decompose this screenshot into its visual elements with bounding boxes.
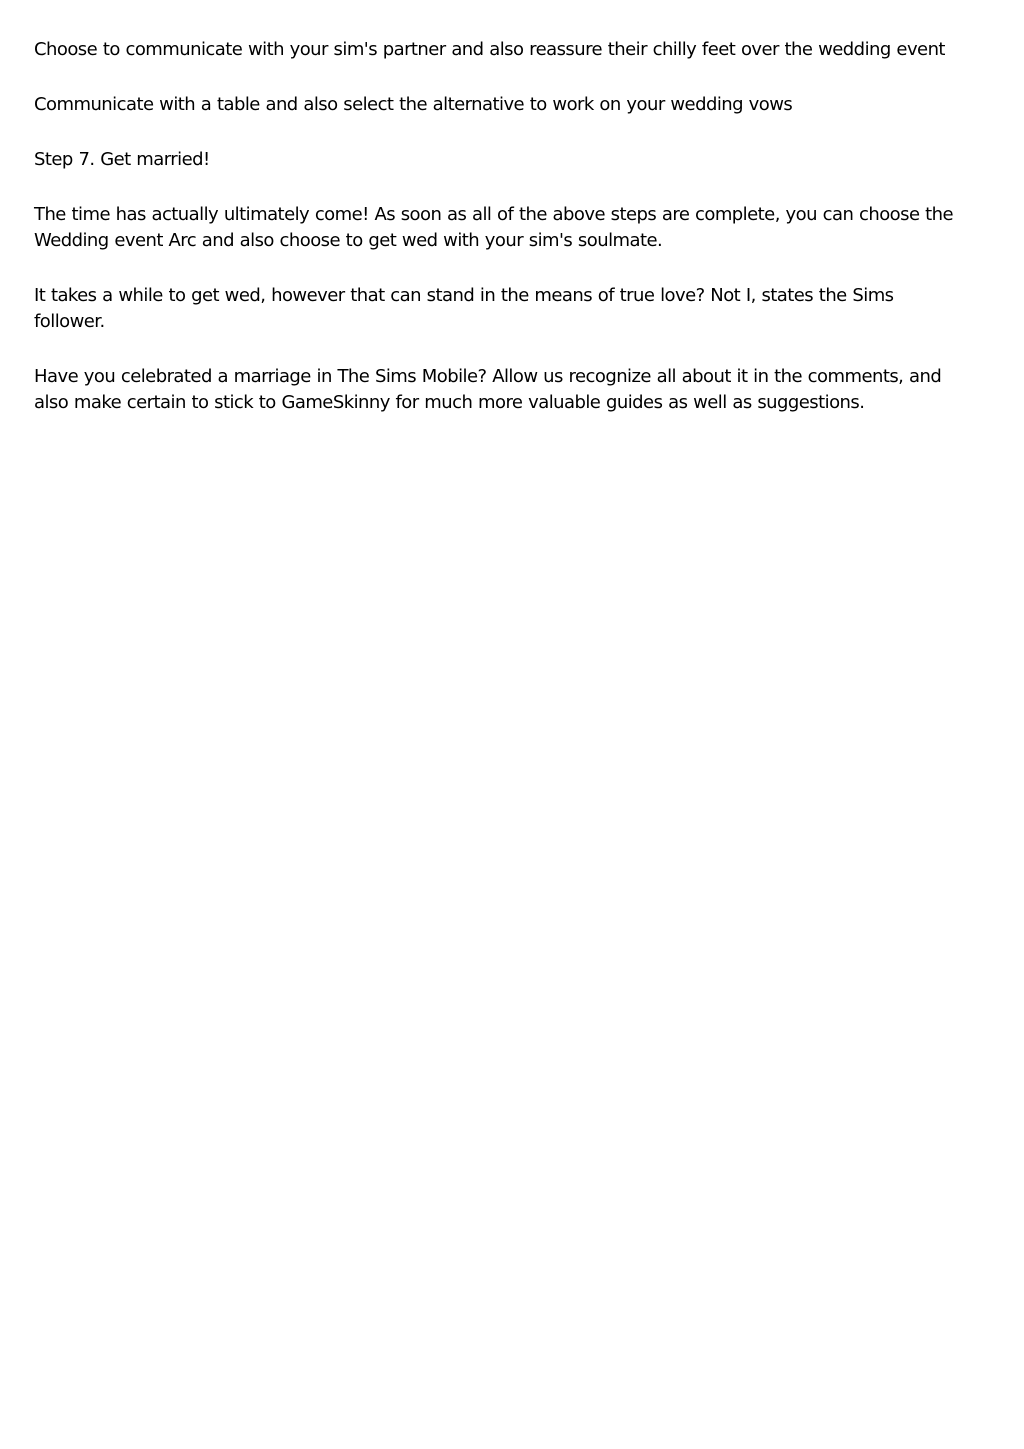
- paragraph-communicate-partner: Choose to communicate with your sim's partner and also reassure their chilly feet over the wedding event: [34, 39, 945, 60]
- document-page: [34, 37, 964, 445]
- paragraph-takes-a-while: It takes a while to get wed, however that can stand in the means of true love? Not I, states the Sims follower.: [34, 285, 894, 332]
- paragraph-time-has-come: The time has actually ultimately come! As soon as all of the above steps are complete, you can choose the Wedding event Arc and also choose to get wed with your sim's soulmate.: [34, 204, 954, 251]
- paragraph-closing: Have you celebrated a marriage in The Sims Mobile? Allow us recognize all about it in the comments, and also make certain to stick to GameSkinny for much more valuable guides as well as suggestions.: [34, 366, 942, 413]
- paragraph-communicate-table: Communicate with a table and also select the alternative to work on your wedding vows: [34, 94, 793, 115]
- step-heading: Step 7. Get married!: [34, 149, 210, 170]
